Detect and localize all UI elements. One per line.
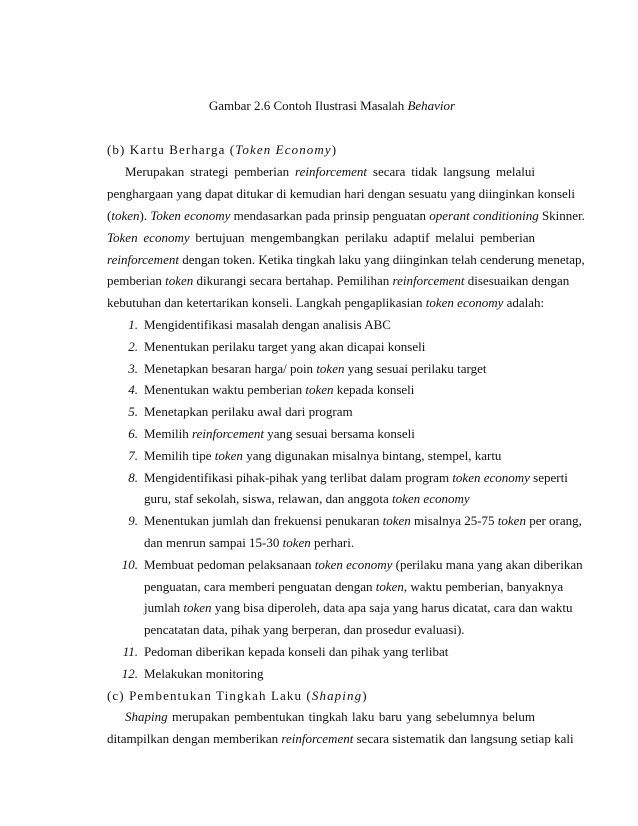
heading-b-prefix: (b) Kartu Berharga ( bbox=[107, 142, 236, 157]
paragraph-b-line-3: (token). Token economy mendasarkan pada prinsip penguatan operant conditioning Skinner. bbox=[107, 208, 585, 223]
list-item-step-9-cont: dan menrun sampai 15-30 token perhari. bbox=[144, 535, 355, 550]
paragraph-c-line-2: ditampilkan dengan memberikan reinforcement secara sistematik dan langsung setiap kali bbox=[107, 731, 574, 746]
heading-b-italic: Token Economy bbox=[235, 142, 332, 157]
document-page: Gambar 2.6 Contoh Ilustrasi Masalah Behavior (b) Kartu Berharga (Token Economy) Merupakan strategi pemberian reinforcement secara tidak langsung melalui penghargaan yang dapat ditukar di kemudian hari dengan sesuatu yang diinginkan konseli (token). Token economy mendasarkan pada prinsip penguatan operant conditioning Skinner. Token economy bertujuan mengembangkan perilaku adaptif melalui pemberian reinforcement dengan token. Ketika tingkah laku yang diinginkan telah cenderung menetap, pemberian token dikurangi secara bertahap. Pemilihan reinforcement disesuaikan dengan kebutuhan dan ketertarikan konseli. Langkah pengaplikasian token economy adalah: 1. Mengidentifikasi masalah dengan analisis ABC 2. Menentukan perilaku target yang akan dicapai konseli 3. Menetapkan besaran harga/ poin token yang sesuai perilaku target 4. Menentukan waktu pemberian token kepada konseli 5. Menetapkan perilaku awal dari program 6. Memilih reinforcement yang sesuai bersama konseli 7. Memilih tipe token yang digunakan misalnya bintang, stempel, kartu 8. Mengidentifikasi pihak-pihak yang terlibat dalam program token economy seperti guru, staf sekolah, siswa, relawan, dan anggota token economy 9. Menentukan jumlah dan frekuensi penukaran token misalnya 25-75 token per orang, dan menrun sampai 15-30 token perhari. 10. Membuat pedoman pelaksanaan token economy (perilaku mana yang akan diberikan penguatan, cara memberi penguatan dengan token, waktu pemberian, banyaknya jumlah token yang bisa diperoleh, data apa saja yang harus dicatat, cara dan waktu pencatatan data, pihak yang berperan, dan prosedur evaluasi). 11. Pedoman diberikan kepada konseli dan pihak yang terlibat 12. Melakukan monitoring (c) Pembentukan Tingkah Laku (Shaping) Shaping merupakan pembentukan tingkah laku baru yang sebelumnya belum ditampilkan dengan memberikan reinforcement secara sistematik dan langsung setiap kali bbox=[0, 0, 638, 826]
paragraph-b-line-4: Token economy bertujuan mengembangkan perilaku adaptif melalui pemberian bbox=[107, 230, 535, 245]
section-heading-b bbox=[107, 142, 337, 158]
heading-b-suffix: ) bbox=[331, 142, 338, 157]
paragraph-b-line-5: reinforcement dengan token. Ketika tingkah laku yang diinginkan telah cenderung menetap, bbox=[107, 252, 585, 267]
paragraph-b-line-7: kebutuhan dan ketertarikan konseli. Langkah pengaplikasian token economy adalah: bbox=[107, 295, 545, 310]
list-item-step-10-cont-2: jumlah token yang bisa diperoleh, data apa saja yang harus dicatat, cara dan waktu bbox=[144, 600, 573, 615]
paragraph-b-line-6: pemberian token dikurangi secara bertahap. Pemilihan reinforcement disesuaikan dengan bbox=[107, 273, 570, 288]
caption-text: Gambar 2.6 Contoh Ilustrasi Masalah bbox=[208, 98, 408, 113]
list-item-step-10-cont-1: penguatan, cara memberi penguatan dengan token, waktu pemberian, banyaknya bbox=[144, 579, 564, 594]
list-item-step-10-cont-3: pencatatan data, pihak yang berperan, dan prosedur evaluasi). bbox=[144, 622, 465, 637]
paragraph-b-line-2: penghargaan yang dapat ditukar di kemudian hari dengan sesuatu yang diinginkan konseli bbox=[107, 186, 575, 201]
heading-c-prefix: (c) Pembentukan Tingkah Laku ( bbox=[107, 688, 312, 703]
list-item-step-8-cont: guru, staf sekolah, siswa, relawan, dan anggota token economy bbox=[144, 491, 470, 506]
paragraph-c-line-1: Shaping merupakan pembentukan tingkah laku baru yang sebelumnya belum bbox=[125, 709, 535, 724]
heading-c-italic: Shaping bbox=[311, 688, 363, 703]
figure-caption bbox=[0, 98, 638, 114]
section-heading-c bbox=[107, 688, 368, 704]
heading-c-suffix: ) bbox=[362, 688, 368, 703]
caption-italic: Behavior bbox=[407, 98, 456, 113]
paragraph-b-line-1: Merupakan strategi pemberian reinforcement secara tidak langsung melalui bbox=[125, 164, 535, 179]
